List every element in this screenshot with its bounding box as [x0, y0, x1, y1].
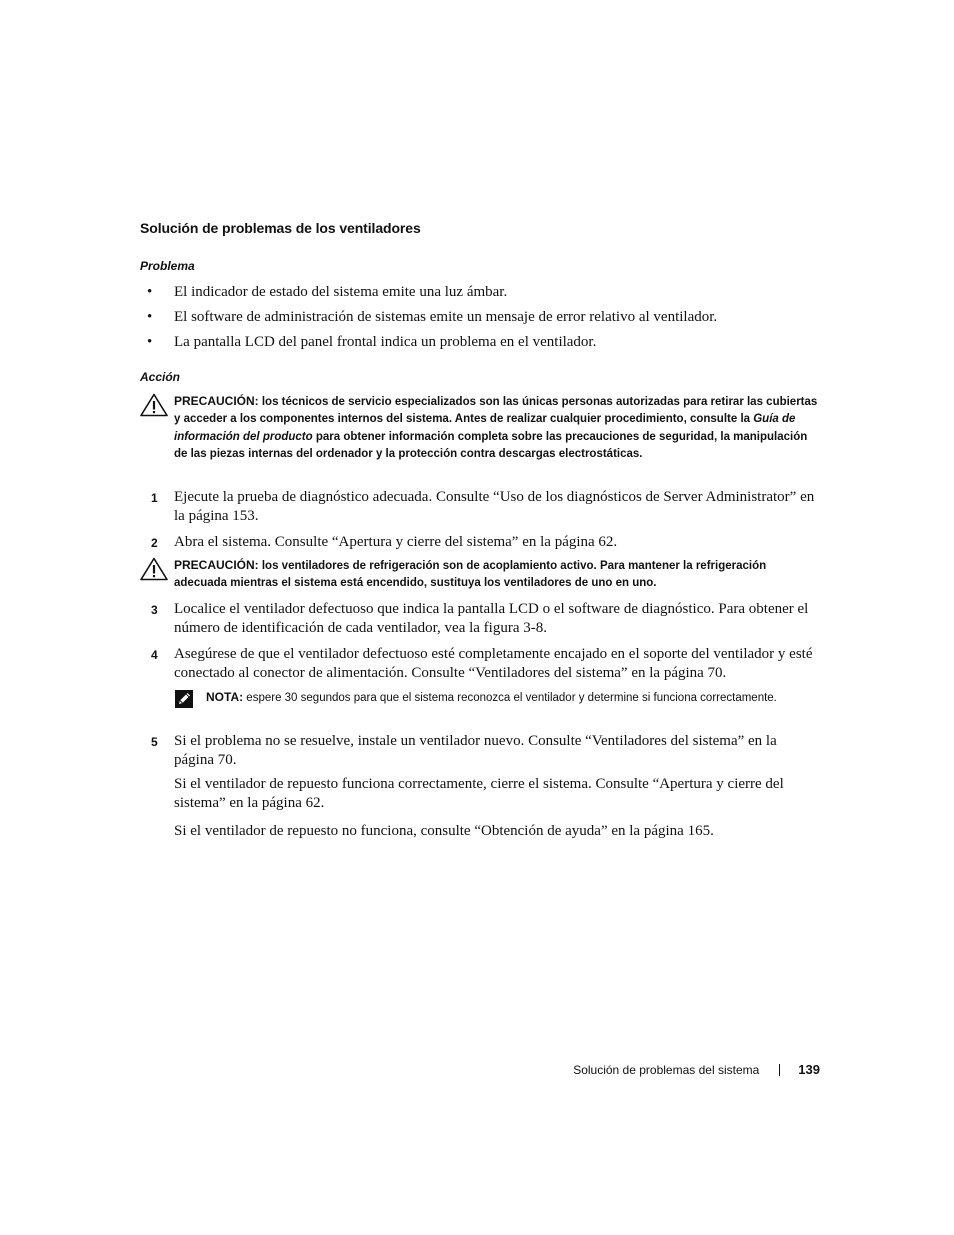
problem-heading: Problema [140, 259, 195, 273]
caution-body-continued: para obtener información completa sobre las precauciones de seguridad, la manipulación de las piezas internas del ordenador y la protección contra descargas electrostáticas. [174, 430, 808, 461]
step-number: 5 [151, 735, 158, 749]
page-number: 139 [798, 1062, 820, 1077]
bullet-icon: • [147, 309, 153, 325]
warning-triangle-icon [140, 557, 168, 581]
note-notice [174, 689, 814, 707]
caution-label: PRECAUCIÓN: [174, 558, 259, 572]
action-heading: Acción [140, 370, 181, 384]
caution-notice [140, 393, 820, 464]
step-number: 3 [151, 603, 158, 617]
bullet-icon: • [147, 284, 153, 300]
step-text: Localice el ventilador defectuoso que indica la pantalla LCD o el software de diagnóstico. Para obtener el número de identificación de cada ventilador, vea la figura 3-8. [174, 601, 809, 637]
bullet-icon: • [147, 334, 153, 350]
step-number: 2 [151, 535, 158, 550]
caution-label: PRECAUCIÓN: [174, 394, 259, 408]
caution-notice [140, 557, 820, 593]
step-item [140, 533, 820, 552]
caution-text [174, 557, 820, 593]
steps-list [140, 600, 820, 683]
caution-body: los técnicos de servicio especializados son las únicas personas autorizadas para retirar las cubiertas y acceder a los componentes internos del sistema. Antes de realizar cualquier procedimiento, consulte la [174, 396, 818, 426]
steps-list [140, 732, 780, 771]
step-text: Asegúrese de que el ventilador defectuoso esté completamente encajado en el soporte del ventilador y esté conectado al conector de alimentación. Consulte “Ventiladores del sistema” en la página 70. [174, 645, 813, 681]
step-item [140, 488, 820, 527]
step-item [140, 600, 820, 639]
bullet-text: El indicador de estado del sistema emite una luz ámbar. [174, 284, 508, 300]
page-footer [573, 1062, 820, 1077]
caution-reference-title: Guía de información del producto [174, 413, 796, 443]
step-text: Abra el sistema. Consulte “Apertura y cierre del sistema” en la página 62. [174, 533, 618, 550]
step-text: Si el problema no se resuelve, instale un ventilador nuevo. Consulte “Ventiladores del sistema” en la página 70. [174, 733, 777, 769]
note-label: NOTA: [206, 690, 244, 704]
bullet-text: La pantalla LCD del panel frontal indica un problema en el ventilador. [174, 334, 597, 350]
bullet-text: El software de administración de sistemas emite un mensaje de error relativo al ventilador. [174, 309, 718, 325]
section-title: Solución de problemas de los ventiladores [140, 220, 421, 236]
list-item [140, 308, 820, 327]
list-item [140, 283, 820, 302]
list-item [140, 333, 820, 352]
step-item [140, 645, 820, 684]
step-text: Ejecute la prueba de diagnóstico adecuada. Consulte “Uso de los diagnósticos de Server Administrator” en la página 153. [174, 489, 815, 525]
step-item [140, 732, 780, 771]
caution-text [174, 393, 820, 464]
footer-divider [779, 1064, 780, 1076]
followup-paragraph: Si el ventilador de repuesto no funciona, consulte “Obtención de ayuda” en la página 165. [174, 823, 714, 839]
footer-chapter-title: Solución de problemas del sistema [573, 1062, 760, 1077]
note-pencil-icon [174, 689, 194, 709]
followup-paragraph: Si el ventilador de repuesto funciona correctamente, cierre el sistema. Consulte “Apertura y cierre del sistema” en la página 62. [174, 776, 784, 812]
note-body: espere 30 segundos para que el sistema reconozca el ventilador y determine si funciona correctamente. [243, 692, 777, 704]
caution-body: los ventiladores de refrigeración son de acoplamiento activo. Para mantener la refrigeración adecuada mientras el sistema está encendido, sustituya los ventiladores de uno en uno. [174, 560, 767, 590]
step-number: 4 [151, 647, 158, 662]
steps-list [140, 488, 820, 552]
warning-triangle-icon [140, 393, 168, 417]
step-number: 1 [151, 491, 158, 505]
problem-bullet-list [140, 283, 820, 358]
note-text [206, 689, 814, 707]
